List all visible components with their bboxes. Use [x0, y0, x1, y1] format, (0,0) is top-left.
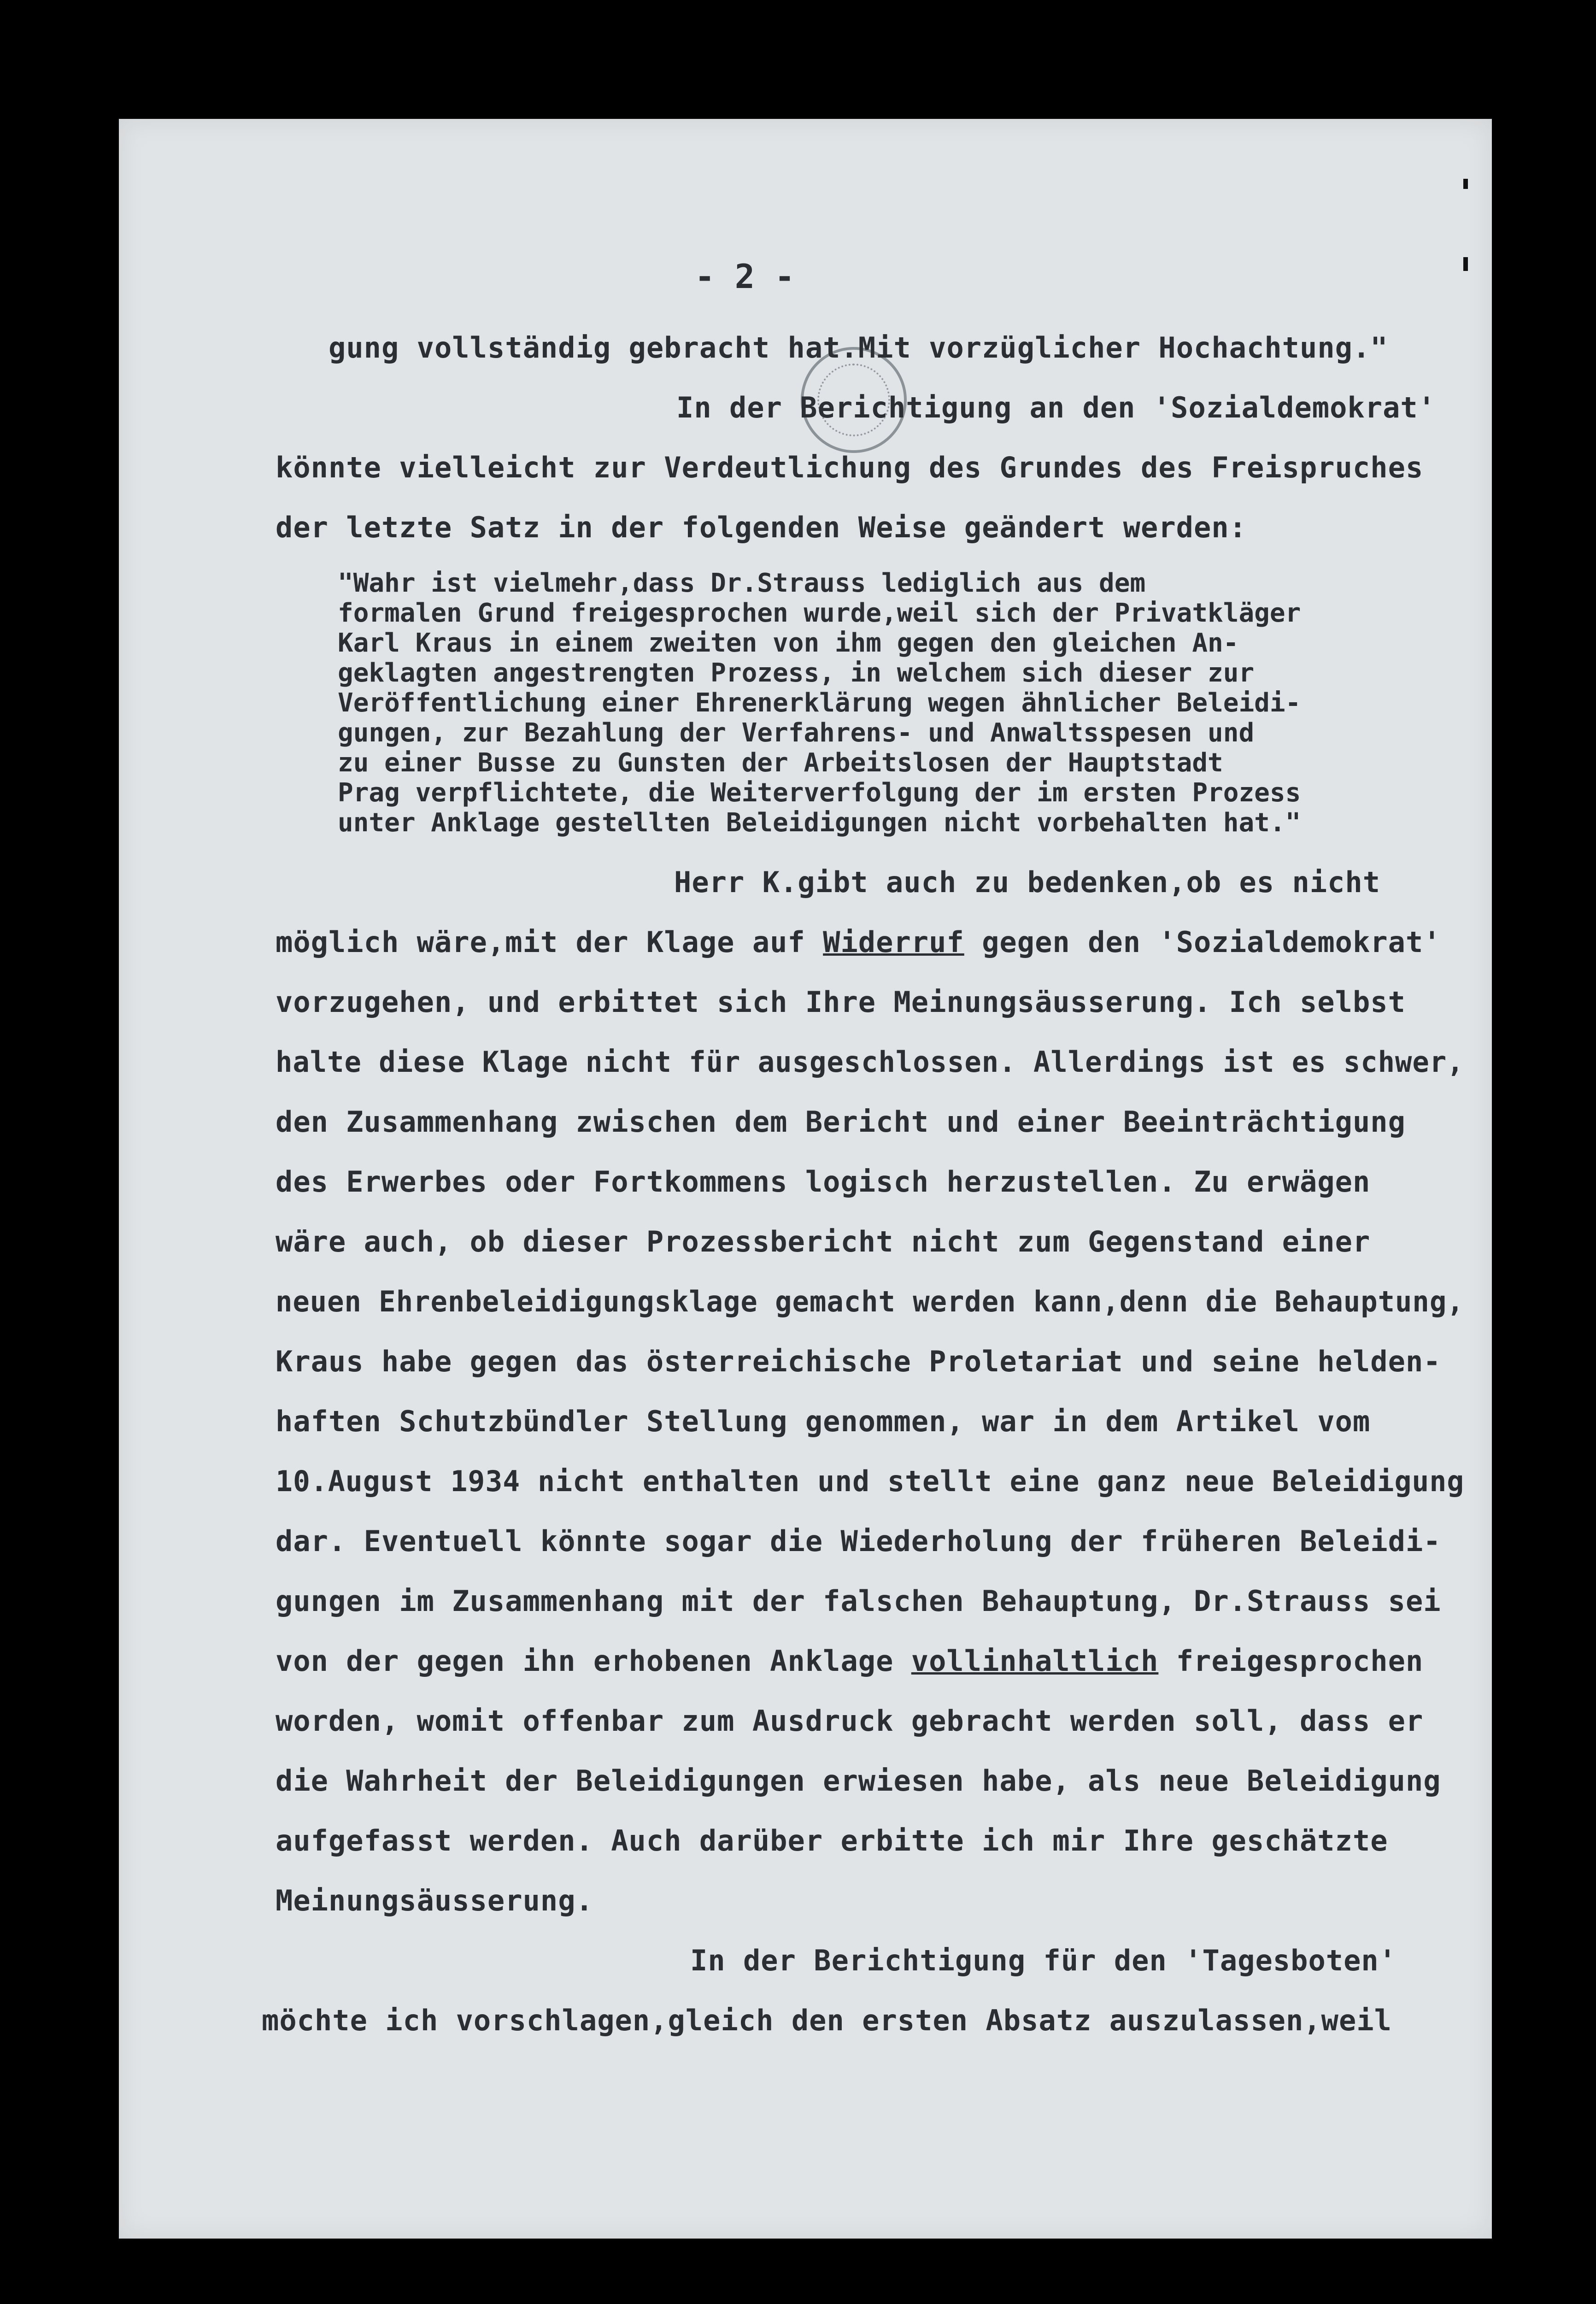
text-line: Meinungsäusserung.: [276, 1884, 593, 1917]
bleed-through-text: [294, 239, 306, 262]
text-line: könnte vielleicht zur Verdeutlichung des Grundes des Freispruches: [276, 451, 1424, 484]
text-segment: gegen den 'Sozialdemokrat': [964, 925, 1441, 959]
text-line: vorzugehen, und erbittet sich Ihre Meinungsäusserung. Ich selbst: [276, 985, 1406, 1019]
text-line: aufgefasst werden. Auch darüber erbitte ich mir Ihre geschätzte: [276, 1824, 1388, 1857]
document-page: [119, 119, 1492, 2239]
quote-line: Prag verpflichtete, die Weiterverfolgung der im ersten Prozess: [338, 778, 1301, 808]
text-line: halte diese Klage nicht für ausgeschlossen. Allerdings ist es schwer,: [276, 1045, 1464, 1079]
text-line: worden, womit offenbar zum Ausdruck gebracht werden soll, dass er: [276, 1704, 1424, 1738]
text-line: die Wahrheit der Beleidigungen erwiesen habe, als neue Beleidigung: [276, 1764, 1441, 1798]
text-line: In der Berichtigung für den 'Tagesboten': [690, 1944, 1397, 1977]
text-segment: freigesprochen: [1158, 1644, 1424, 1678]
text-line: neuen Ehrenbeleidigungsklage gemacht werden kann,denn die Behauptung,: [276, 1285, 1464, 1318]
text-line: wäre auch, ob dieser Prozessbericht nicht zum Gegenstand einer: [276, 1225, 1371, 1258]
quote-line: formalen Grund freigesprochen wurde,weil sich der Privatkläger: [338, 598, 1301, 628]
text-line: gung vollständig gebracht hat.Mit vorzüglicher Hochachtung.": [329, 331, 1388, 364]
text-segment: möglich wäre,mit der Klage auf: [276, 925, 823, 959]
quote-line: gungen, zur Bezahlung der Verfahrens- und Anwaltsspesen und: [338, 718, 1255, 748]
quote-line: unter Anklage gestellten Beleidigungen nicht vorbehalten hat.": [338, 808, 1301, 838]
quote-line: zu einer Busse zu Gunsten der Arbeitslosen der Hauptstadt: [338, 748, 1223, 778]
text-line: In der Berichtigung an den 'Sozialdemokrat': [676, 391, 1436, 424]
underlined-word: vollinhaltlich: [911, 1644, 1159, 1678]
text-line: Herr K.gibt auch zu bedenken,ob es nicht: [674, 865, 1381, 899]
punch-mark: [1463, 179, 1468, 189]
quote-line: "Wahr ist vielmehr,dass Dr.Strauss lediglich aus dem: [338, 568, 1146, 598]
punch-mark: [1463, 257, 1468, 271]
text-segment: von der gegen ihn erhobenen Anklage: [276, 1644, 911, 1678]
text-line: dar. Eventuell könnte sogar die Wiederholung der früheren Beleidi-: [276, 1524, 1441, 1558]
quote-line: geklagten angestrengten Prozess, in welchem sich dieser zur: [338, 658, 1255, 688]
text-line: haften Schutzbündler Stellung genommen, war in dem Artikel vom: [276, 1405, 1371, 1438]
text-line: Kraus habe gegen das österreichische Proletariat und seine helden-: [276, 1345, 1441, 1378]
quote-line: Veröffentlichung einer Ehrenerklärung wegen ähnlicher Beleidi-: [338, 688, 1301, 718]
text-line: [276, 1644, 1423, 1678]
text-line: 10.August 1934 nicht enthalten und stellt eine ganz neue Beleidigung: [276, 1464, 1465, 1498]
text-line: des Erwerbes oder Fortkommens logisch herzustellen. Zu erwägen: [276, 1165, 1371, 1199]
underlined-word: Widerruf: [823, 925, 964, 959]
text-line: der letzte Satz in der folgenden Weise geändert werden:: [276, 511, 1247, 544]
quote-line: Karl Kraus in einem zweiten von ihm gegen den gleichen An-: [338, 628, 1239, 658]
text-line: den Zusammenhang zwischen dem Bericht und einer Beeinträchtigung: [276, 1105, 1406, 1139]
text-line: möchte ich vorschlagen,gleich den ersten Absatz auszulassen,weil: [262, 2004, 1392, 2037]
page-number: - 2 -: [695, 257, 795, 296]
text-line: gungen im Zusammenhang mit der falschen Behauptung, Dr.Strauss sei: [276, 1584, 1441, 1618]
text-line: [276, 925, 1441, 959]
